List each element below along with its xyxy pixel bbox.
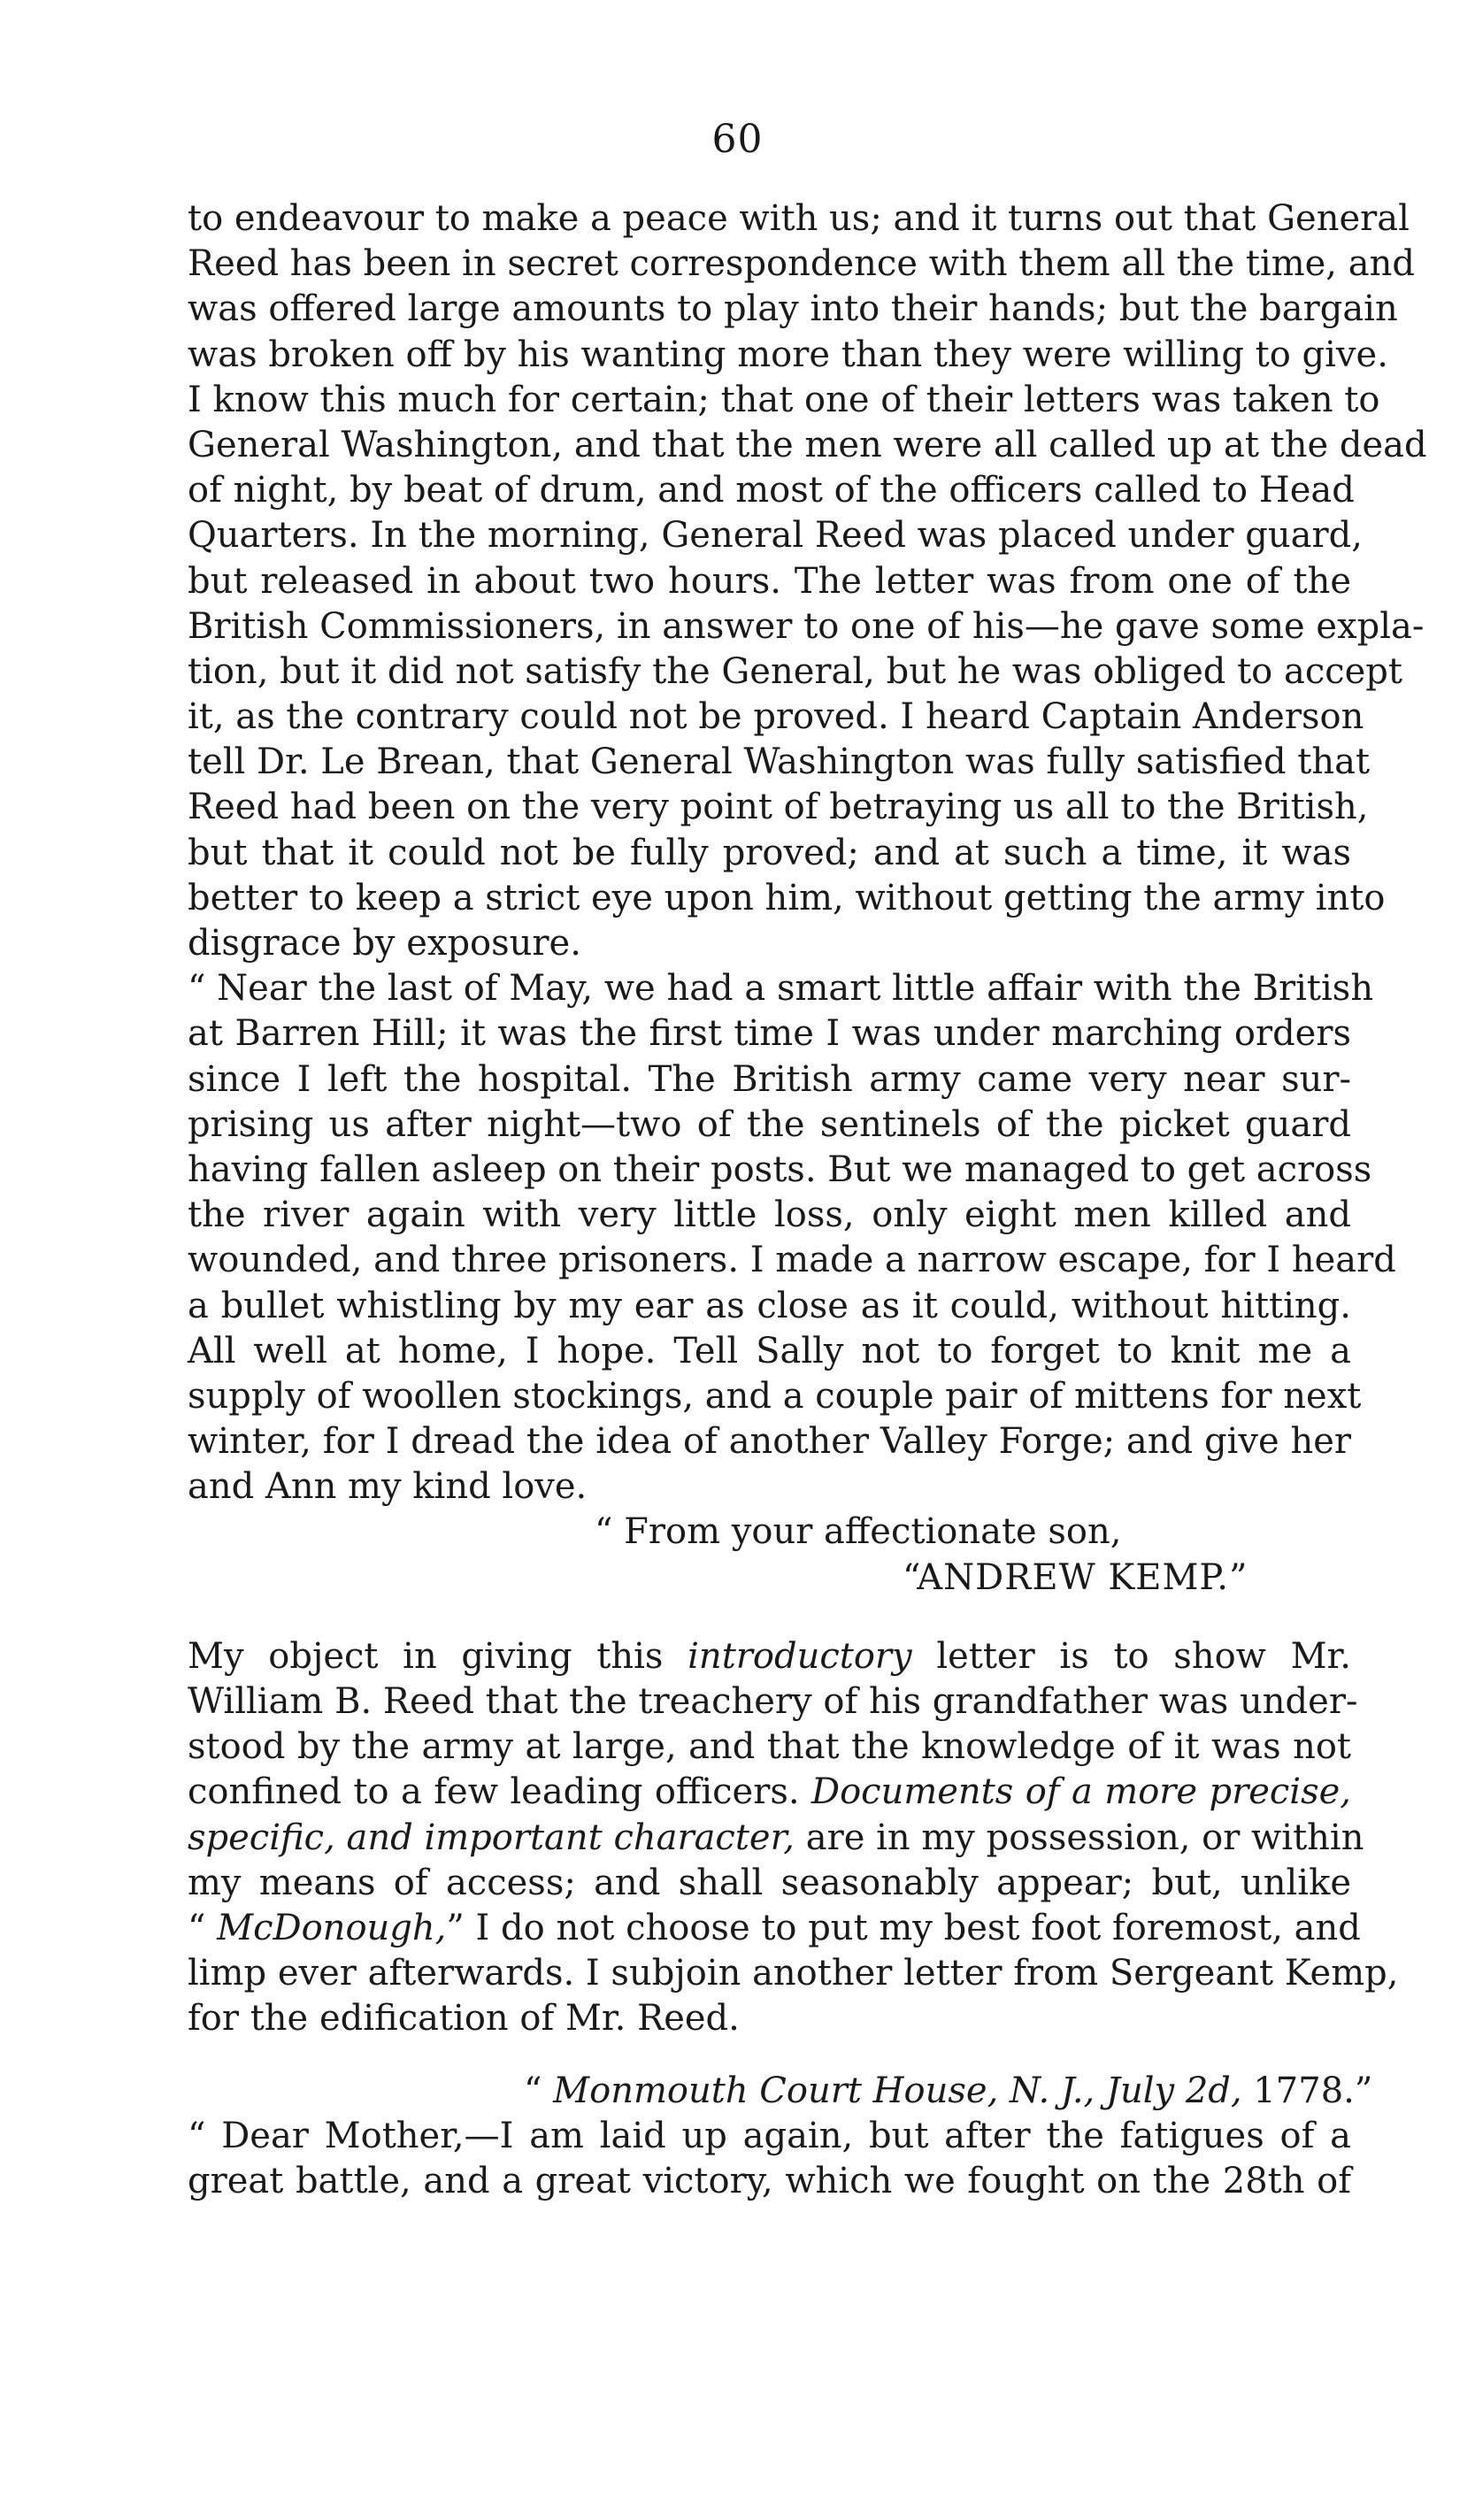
text-run: letter is to show Mr. <box>911 1635 1351 1677</box>
text-line: a bullet whistling by my ear as close as it could, without hitting. <box>188 1285 1351 1326</box>
text-line <box>188 1770 1351 1815</box>
text-line: to endeavour to make a peace with us; and it turns out that General <box>188 198 1410 239</box>
text-line: Reed has been in secret correspondence with them all the time, and <box>188 243 1415 285</box>
text-line: tion, but it did not satisfy the General, but he was obliged to accept <box>188 650 1402 692</box>
text-line: the river again with very little loss, only eight men killed and <box>188 1195 1351 1236</box>
text-line: Quarters. In the morning, General Reed was placed under guard, <box>188 515 1363 557</box>
paragraph-spacer <box>188 2042 1351 2069</box>
text-run: “ <box>188 1907 218 1948</box>
text-line: tell Dr. Le Brean, that General Washington was fully satisfied that <box>188 741 1371 783</box>
text-line: but that it could not be fully proved; and at such a time, it was <box>188 832 1351 873</box>
paragraph-spacer <box>188 1601 1351 1634</box>
text-run: “ <box>524 2070 554 2111</box>
text-line: limp ever afterwards. I subjoin another letter from Sergeant Kemp, <box>188 1953 1399 1994</box>
text-line <box>188 1816 1364 1861</box>
text-line: great battle, and a great victory, which we fought on the 28th of <box>188 2160 1351 2201</box>
text-line: Reed had been on the very point of betraying us all to the British, <box>188 787 1369 828</box>
text-line: of night, by beat of drum, and most of the officers called to Head <box>188 470 1355 511</box>
text-line: having fallen asleep on their posts. But we managed to get across <box>188 1149 1372 1190</box>
text-line <box>188 1906 1361 1951</box>
commentary-paragraph <box>188 1634 1399 2042</box>
letter-monmouth <box>188 2069 1373 2205</box>
emphasis-text: specific, and important character, <box>188 1817 795 1858</box>
letter-signature: “ANDREW KEMP.” <box>903 1556 1248 1598</box>
letter-dateline <box>188 2069 1373 2114</box>
text-line: wounded, and three prisoners. I made a narrow escape, for I heard <box>188 1240 1396 1281</box>
text-run: confined to a few leading officers. <box>188 1771 811 1813</box>
text-line <box>188 1634 1351 1679</box>
text-line: “ Dear Mother,—I am laid up again, but after the fatigues of a <box>188 2115 1351 2156</box>
text-line: British Commissioners, in answer to one of his—he gave some expla- <box>188 605 1425 647</box>
page-body <box>188 196 1427 2204</box>
text-line: prising us after night—two of the sentinels of the picket guard <box>188 1103 1351 1145</box>
letter-paragraph-reed <box>188 196 1427 966</box>
emphasis-text: Documents of a more precise, <box>811 1771 1351 1813</box>
text-run: ” I do not choose to put my best foot foremost, and <box>446 1907 1361 1948</box>
text-run: are in my possession, or within <box>795 1817 1364 1858</box>
text-line: it, as the contrary could not be proved. I heard Captain Anderson <box>188 696 1364 738</box>
text-run: 1778.” <box>1241 2070 1373 2111</box>
text-line: was broken off by his wanting more than they were willing to give. <box>188 334 1388 375</box>
text-line: stood by the army at large, and that the knowledge of it was not <box>188 1726 1351 1768</box>
text-line: was offered large amounts to play into their hands; but the bargain <box>188 288 1398 330</box>
text-line: at Barren Hill; it was the first time I was under marching orders <box>188 1013 1351 1055</box>
text-line: and Ann my kind love. <box>188 1466 588 1508</box>
emphasis-text: Monmouth Court House, N. J., July 2d, <box>553 2070 1242 2111</box>
text-line: William B. Reed that the treachery of his grandfather was under- <box>188 1681 1358 1722</box>
letter-paragraph-barren-hill <box>188 966 1396 1510</box>
text-line: I know this much for certain; that one of their letters was taken to <box>188 379 1380 420</box>
text-line: since I left the hospital. The British army came very near sur- <box>188 1058 1351 1100</box>
text-line: winter, for I dread the idea of another Valley Forge; and give her <box>188 1421 1351 1463</box>
page-number: 60 <box>711 117 764 162</box>
letter-closing: “ From your affectionate son, <box>595 1511 1122 1553</box>
text-run: My object in giving this <box>188 1635 688 1677</box>
text-line: my means of access; and shall seasonably appear; but, unlike <box>188 1862 1351 1903</box>
text-line: General Washington, and that the men were all called up at the dead <box>188 424 1427 465</box>
text-line: but released in about two hours. The letter was from one of the <box>188 560 1351 602</box>
emphasis-text: McDonough, <box>217 1907 447 1948</box>
text-line: for the edification of Mr. Reed. <box>188 1998 740 2040</box>
text-line: All well at home, I hope. Tell Sally not to forget to knit me a <box>188 1330 1351 1371</box>
text-line: “ Near the last of May, we had a smart little affair with the British <box>188 968 1374 1010</box>
text-line: better to keep a strict eye upon him, without getting the army into <box>188 877 1386 918</box>
text-line: supply of woollen stockings, and a couple pair of mittens for next <box>188 1375 1362 1417</box>
emphasis-text: introductory <box>688 1635 912 1677</box>
text-line: disgrace by exposure. <box>188 923 581 964</box>
